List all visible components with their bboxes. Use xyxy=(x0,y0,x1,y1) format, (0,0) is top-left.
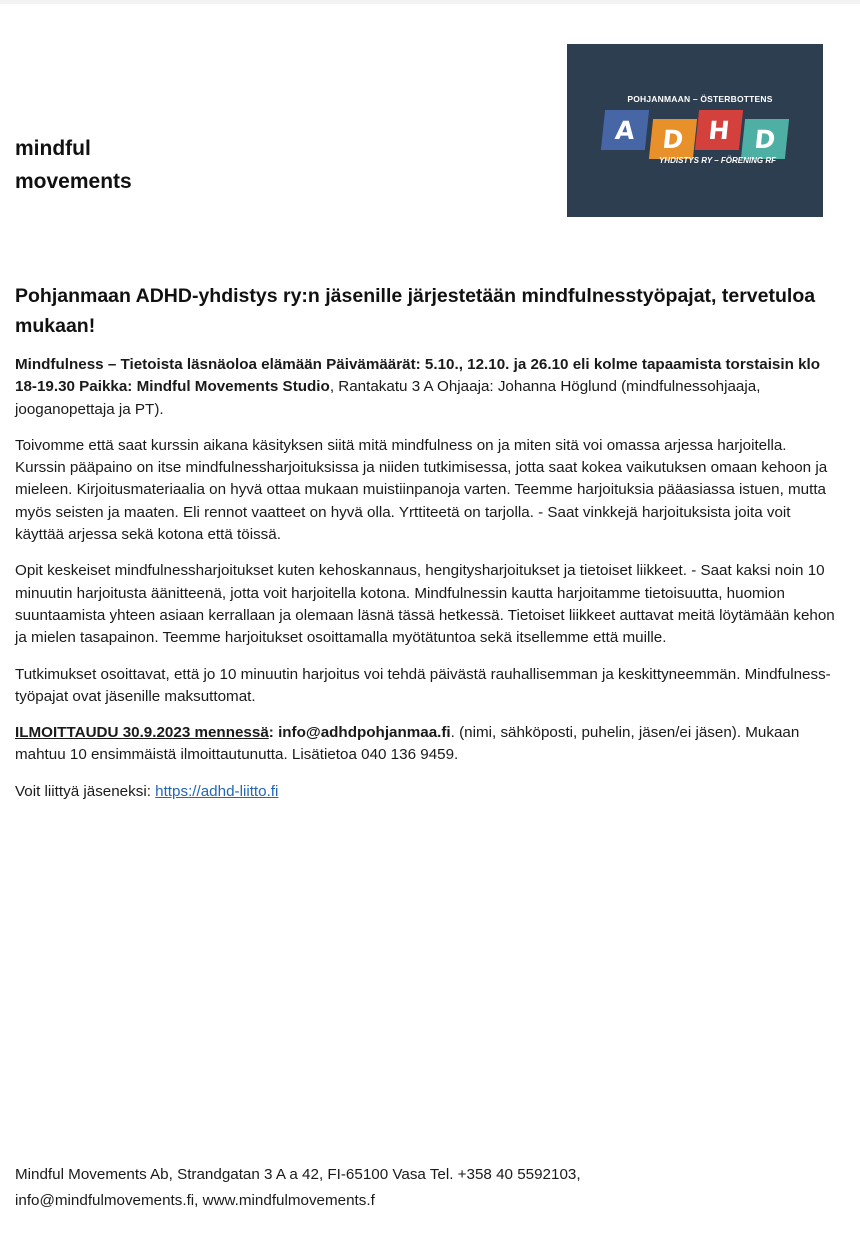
signup-rest: . (nimi, sähköposti, puhelin, jäsen/ei jäsen). Mukaan mahtuu 10 ensimmäistä ilmoittautunutta. Lisätietoa 040 136 9459. xyxy=(15,724,800,764)
logo-tile-d: D xyxy=(649,119,697,159)
signup-colon: : xyxy=(268,724,279,742)
logo-tile-h: H xyxy=(695,110,743,150)
signup-email[interactable]: info@adhdpohjanmaa.fi xyxy=(278,724,451,742)
footer-line-2: info@mindfulmovements.fi, www.mindfulmovements.f xyxy=(15,1192,375,1209)
document-body xyxy=(15,354,840,817)
brand-text xyxy=(15,132,132,198)
signup-info xyxy=(15,722,840,767)
logo-tiles xyxy=(603,110,793,160)
join-info xyxy=(15,781,840,803)
course-info-rest: , Rantakatu 3 A Ohjaaja: Johanna Höglund (mindfulnessohjaaja, jooganopettaja ja PT). xyxy=(15,378,761,418)
join-label: Voit liittyä jäseneksi: xyxy=(15,782,156,800)
footer xyxy=(15,1162,840,1214)
top-strip xyxy=(0,0,860,4)
course-info-bold: Mindfulness – Tietoista läsnäoloa elämään Päivämäärät: 5.10., 12.10. ja 26.10 eli kolme tapaamista torstaisin klo 18-19.30 Paikka: Mindful Movements Studio xyxy=(15,356,821,396)
logo-tile-d2: D xyxy=(741,119,789,159)
logo-top-text: POHJANMAAN – ÖSTERBOTTENS xyxy=(627,94,773,104)
join-link[interactable]: https://adhd-liitto.fi xyxy=(155,782,279,800)
logo-bottom-text: YHDISTYS RY – FÖRENING RF xyxy=(658,156,777,165)
footer-line-1: Mindful Movements Ab, Strandgatan 3 A a 42, FI-65100 Vasa Tel. +358 40 5592103, xyxy=(15,1166,581,1183)
brand-line-2: movements xyxy=(15,170,132,193)
signup-deadline: ILMOITTAUDU 30.9.2023 mennessä xyxy=(15,724,269,742)
course-info xyxy=(15,354,840,421)
adhd-logo xyxy=(567,44,823,217)
paragraph-2: Opit keskeiset mindfulnessharjoitukset kuten kehoskannaus, hengitysharjoitukset ja tietoiset liikkeet. - Saat kaksi noin 10 minuutin harjoitusta äänitteenä, jotta voit harjoitella kotona. Mindfulnessin kautta harjoitamme tietoisuutta, huomion suuntaamista yhteen asiaan kerrallaan ja olemaan läsnä tässä hetkessä. Tietoiset liikkeet auttavat meitä löytämään kehon ja mielen tasapainon. Teemme harjoitukset osoittamalla myötätuntoa sekä itsellemme että muille. xyxy=(15,562,835,647)
paragraph-3: Tutkimukset osoittavat, että jo 10 minuutin harjoitus voi tehdä päivästä rauhallisemman ja keskittyneemmän. Mindfulness-työpajat ovat jäsenille maksuttomat. xyxy=(15,665,831,705)
paragraph-1: Toivomme että saat kurssin aikana käsityksen siitä mitä mindfulness on ja miten sitä voi omassa arjessa harjoitella. Kurssin pääpaino on itse mindfulnessharjoituksissa ja niiden tutkimisessa, jotta saat kokea vaikutuksen omaan kehoon ja mieleen. Kirjoitusmateriaalia on hyvä ottaa mukaan muistiinpanoja varten. Teemme harjoituksia pääasiassa istuen, mutta myös seisten ja maaten. Eli rennot vaatteet on hyvä olla. Yrttiteetä on tarjolla. - Saat vinkkejä harjoituksista joita voit käyttää arjessa sekä kotona että töissä. xyxy=(15,436,828,544)
page-title: Pohjanmaan ADHD-yhdistys ry:n jäsenille järjestetään mindfulnesstyöpajat, tervetuloa mukaan! xyxy=(15,285,816,337)
brand-line-1: mindful xyxy=(15,137,91,160)
logo-tile-a: A xyxy=(601,110,649,150)
